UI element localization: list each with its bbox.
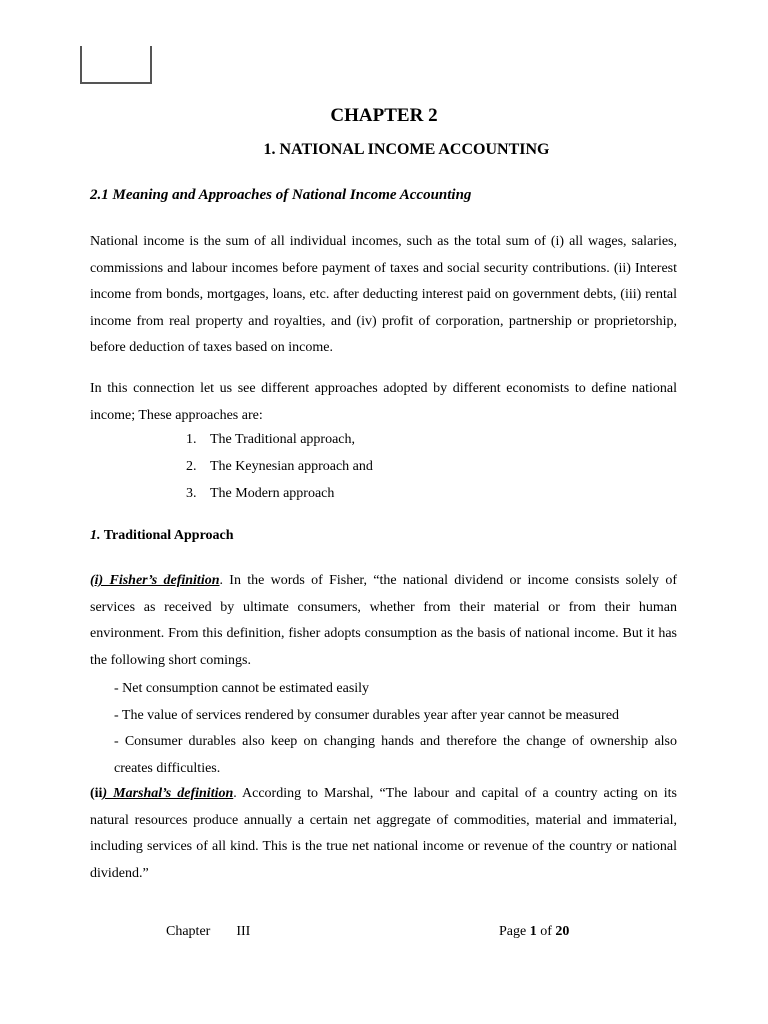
shortcoming-item: - Net consumption cannot be estimated easily (114, 681, 370, 696)
paragraph-national-income: National income is the sum of all individual incomes, such as the total sum of (i) all wages, salaries, commissions and labour incomes before payment of taxes and social security contributions. (ii) Interest income from bonds, mortgages, loans, etc. after deducting interest paid on government debts, (iii) rental income from real property and royalties, and (iv) profit of corporation, partnership or proprietorship, before deduction of taxes based on income. (90, 234, 677, 355)
footer-chapter-label: Chapter (166, 924, 211, 939)
approach-label: The Traditional approach, (210, 432, 356, 447)
footer-chapter-number: III (236, 924, 251, 939)
approach-number: 3. (186, 486, 197, 501)
fisher-definition-label: (i) Fisher’s definition (90, 573, 220, 588)
footer-page-total: 20 (555, 924, 570, 939)
approaches-list (186, 432, 373, 513)
approach-item (186, 486, 373, 513)
footer-chapter (166, 924, 250, 940)
approach-label: The Keynesian approach and (210, 459, 373, 474)
shortcoming-item: - The value of services rendered by consumer durables year after year cannot be measured (114, 707, 620, 723)
section-heading: 2.1 Meaning and Approaches of National Income Accounting (90, 187, 472, 203)
corner-box-decoration (80, 46, 152, 84)
footer-page-label: Page (499, 924, 527, 939)
approach-number: 1. (186, 432, 197, 447)
footer-page-current: 1 (529, 924, 537, 939)
marshal-definition-label: ) Marshal’s definition (102, 786, 234, 801)
approach-number: 2. (186, 459, 197, 474)
paragraph-approaches-intro: In this connection let us see different approaches adopted by different economists to define national income; These approaches are: (90, 381, 677, 423)
shortcoming-item: - Consumer durables also keep on changing hands and therefore the change of ownership also creates difficulties. (114, 734, 677, 776)
marshal-definition-paragraph (90, 781, 677, 887)
traditional-approach-heading (90, 528, 234, 544)
footer-page-number (499, 924, 569, 940)
approach-item (186, 459, 373, 486)
marshal-label-prefix: (ii (90, 786, 103, 801)
approach-item (186, 432, 373, 459)
approach-label: The Modern approach (210, 486, 335, 501)
fisher-definition-paragraph (90, 568, 677, 674)
traditional-title: Traditional Approach (103, 528, 234, 543)
chapter-title: CHAPTER 2 (330, 105, 438, 126)
traditional-number: 1. (90, 528, 101, 543)
fisher-definition-text: . In the words of Fisher, “the national dividend or income consists solely of services as received by ultimate consumers, whether from their material or from their human environment. From this definition, fisher adopts consumption as the basis of national income. But it has the following short comings. (90, 573, 678, 668)
chapter-subtitle: 1. NATIONAL INCOME ACCOUNTING (263, 141, 550, 158)
footer-page-of: of (540, 924, 552, 939)
marshal-definition-text: . According to Marshal, “The labour and capital of a country acting on its natural resources produce annually a certain net aggregate of commodities, material and immaterial, including services of all kind. This is the true net national income or revenue of the country or national dividend.” (90, 786, 677, 881)
shortcomings-list (114, 676, 677, 782)
